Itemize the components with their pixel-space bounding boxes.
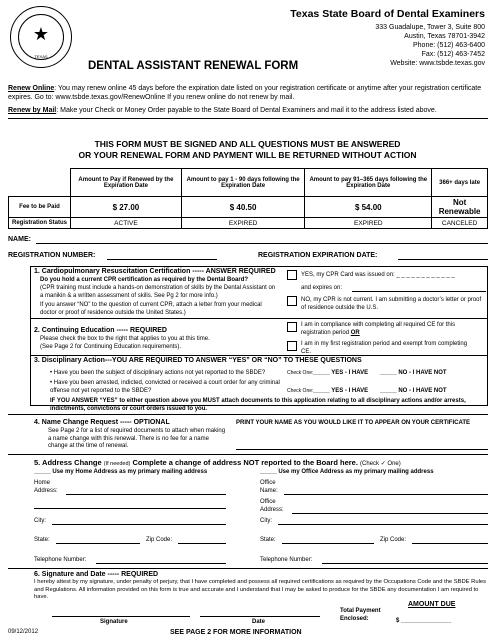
fee-header: Amount to Pay if Renewed by the Expiration Date: [71, 169, 182, 197]
address-instruction: Complete a change of address NOT reported to the Board here.: [132, 458, 358, 467]
renew-mail-body: : Make your Check or Money Order payable to the State Board of Dental Examiners and mail it to the address listed above.: [56, 107, 437, 114]
divider: [8, 454, 488, 455]
status-value: CANCELED: [432, 218, 488, 229]
status-value: EXPIRED: [305, 218, 432, 229]
office-city-label: City:: [260, 518, 272, 524]
home-state-label: State:: [34, 537, 50, 543]
address-check: (Check ✓ One): [360, 461, 401, 467]
renew-mail-label: Renew by Mail: [8, 107, 57, 114]
address-heading: [34, 458, 401, 467]
ce-exempt-label: I am in my first registration period and exempt from completing CE.: [301, 341, 468, 355]
signature-label: Signature: [100, 619, 128, 625]
cpr-expires-label: and expires on:: [301, 285, 343, 291]
office-zip-field[interactable]: [412, 543, 488, 544]
office-zip-label: Zip Code:: [380, 537, 407, 543]
office-address-field[interactable]: [292, 513, 488, 514]
divider: [30, 355, 488, 356]
divider: [8, 568, 488, 569]
ce-or: OR: [350, 329, 360, 336]
form-date: 09/12/2012: [8, 629, 39, 635]
table-corner: [9, 169, 71, 197]
disc-q1-no[interactable]: _____ NO - I HAVE NOT: [380, 370, 447, 376]
divider: [8, 118, 488, 119]
reg-number-label: REGISTRATION NUMBER:: [8, 252, 96, 259]
home-zip-label: Zip Code:: [146, 537, 173, 543]
fee-table: [8, 168, 488, 229]
ce-heading: 2. Continuing Education ----- REQUIRED: [34, 327, 167, 334]
office-phone-label: Telephone Number:: [260, 557, 313, 563]
divider: [30, 318, 488, 319]
home-address-field[interactable]: [66, 494, 226, 495]
fee-value: $ 40.50: [181, 197, 305, 218]
ce-compliance-label: [301, 322, 476, 337]
address-if-needed: (If needed): [103, 461, 131, 467]
print-name-label: PRINT YOUR NAME AS YOU WOULD LIKE IT TO APPEAR ON YOUR CERTIFICATE: [236, 420, 471, 426]
total-payment-field[interactable]: $ _______________: [396, 618, 452, 624]
address-heading-title: 5. Address Change: [34, 458, 102, 467]
cpr-note-no: If you answer “NO” to the question of current CPR, attach a letter from your medical doctor or proof of residence outside the United States.): [40, 302, 262, 316]
star-icon: ★: [32, 24, 50, 44]
name-change-note: See Page 2 for a list of required documents to attach when making a name change with this renewal. There is no fee for a name change at the time of renewal.: [48, 428, 226, 449]
cpr-question: Do you hold a current CPR certification as required by the Dental Board?: [40, 277, 249, 283]
fee-value: Not Renewable: [432, 197, 488, 218]
office-primary-option[interactable]: _____ Use my Office Address as my primary mailing address: [260, 469, 434, 475]
reg-number-field[interactable]: [107, 259, 217, 260]
seal-text: TEXAS: [34, 54, 48, 59]
name-change-heading: 4. Name Change Request ----- OPTIONAL: [34, 419, 170, 426]
office-label: Office: [260, 480, 276, 486]
print-name-field[interactable]: [236, 449, 488, 450]
date-field[interactable]: [200, 616, 320, 617]
address-line: Fax: (512) 463-7452: [421, 51, 485, 58]
office-label: Office: [260, 499, 276, 505]
renew-online-body: : You may renew online 45 days before the expiration date listed on your registration certificate or anytime after your registration certificate expires. Go to: www.tsbde.texas.gov/RenewOnline If you renew online do not renew by mail.: [8, 85, 482, 101]
fee-header: Amount to pay 91–365 days following the Expiration Date: [305, 169, 432, 197]
home-phone-label: Telephone Number:: [34, 557, 87, 563]
reg-exp-field[interactable]: [398, 259, 488, 260]
address-line: Phone: (512) 463-6400: [413, 42, 485, 49]
home-city-label: City:: [34, 518, 46, 524]
fee-label: Fee to be Paid: [9, 197, 71, 218]
home-address-field-2[interactable]: [34, 508, 226, 509]
home-state-field[interactable]: [56, 543, 140, 544]
office-address-label: Address:: [260, 507, 284, 513]
fee-header: Amount to pay 1 - 90 days following the Expiration Date: [181, 169, 305, 197]
board-seal: [10, 6, 72, 68]
fee-header: 366+ days late: [432, 169, 488, 197]
office-phone-field[interactable]: [322, 563, 488, 564]
office-name-field[interactable]: [284, 494, 488, 495]
ce-note: Please check the box to the right that applies to you at this time.: [40, 336, 210, 342]
home-phone-field[interactable]: [96, 563, 226, 564]
renew-online-text: [8, 84, 488, 102]
renew-mail-text: [8, 106, 488, 115]
address-line: Austin, Texas 78701-3942: [404, 33, 485, 40]
cpr-note: (CPR training must include a hands-on demonstration of skills by the Dental Assistant on a manikin & a written assessment of skills. See Pg 2 for more info.): [40, 285, 276, 299]
office-name-label: Name:: [260, 488, 278, 494]
disc-q2-no[interactable]: _____ NO - I HAVE NOT: [380, 388, 447, 394]
disc-heading: 3. Disciplinary Action---YOU ARE REQUIRED TO ANSWER “YES” OR “NO” TO THESE QUESTIONS: [34, 357, 362, 364]
status-value: ACTIVE: [71, 218, 182, 229]
disc-question-2: • Have you been arrested, indicted, convicted or received a court order for any criminal offense not yet reported to the SBDE?: [50, 380, 280, 394]
board-name: Texas State Board of Dental Examiners: [290, 8, 485, 20]
see-page-2: SEE PAGE 2 FOR MORE INFORMATION: [170, 629, 302, 636]
cpr-heading: 1. Cardiopulmonary Resuscitation Certification ----- ANSWER REQUIRED: [34, 268, 276, 275]
cpr-no-checkbox[interactable]: [287, 296, 297, 306]
renew-online-label: Renew Online: [8, 85, 55, 92]
home-zip-field[interactable]: [178, 543, 226, 544]
address-line: 333 Guadalupe, Tower 3, Suite 800: [375, 24, 485, 31]
disc-q2-yes[interactable]: _____ YES - I HAVE: [313, 388, 369, 394]
ce-exempt-checkbox[interactable]: [287, 341, 297, 351]
disc-q1-yes[interactable]: _____ YES - I HAVE: [313, 370, 369, 376]
disc-attach-note: IF YOU ANSWER “YES” to either question above you MUST attach documents to this application relating to all disciplinary actions and/or arrests, indictments, convictions or court orders issued to you.: [50, 398, 466, 412]
amount-due-label: AMOUNT DUE: [408, 601, 456, 608]
office-state-field[interactable]: [282, 543, 374, 544]
fee-value: $ 27.00: [71, 197, 182, 218]
home-label: Home: [34, 480, 51, 486]
home-primary-option[interactable]: _____ Use my Home Address as my primary mailing address: [34, 469, 208, 475]
name-label: NAME:: [8, 236, 31, 243]
warning-line: THIS FORM MUST BE SIGNED AND ALL QUESTIONS MUST BE ANSWERED: [94, 139, 401, 149]
check-one-label: Check One:: [287, 370, 314, 376]
cpr-expires-field[interactable]: [352, 291, 486, 292]
ce-compliance-checkbox[interactable]: [287, 322, 297, 332]
disc-question-1: • Have you been the subject of disciplinary actions not yet reported to the SBDE?: [50, 370, 266, 376]
status-value: EXPIRED: [181, 218, 305, 229]
ce-opt1-text: I am in compliance with completing all required CE for this registration period: [301, 322, 456, 336]
cpr-no-label: NO, my CPR is not current. I am submitting a doctor’s letter or proof of residence outside the U.S.: [301, 297, 482, 311]
home-address-label: Address:: [34, 488, 58, 494]
signature-heading: 6. Signature and Date ----- REQUIRED: [34, 571, 159, 578]
attestation-text: I hereby attest by my signature, under penalty of perjury, that I have completed and possess all required certifications as required by the Occupations Code and the SBDE Rules and Regulations. All information provided on this form is true and accurate and I understand that I may be asked to produce for the SBDE any documentation I am required to have.: [34, 579, 486, 600]
total-payment-label: Total Payment Enclosed:: [340, 608, 381, 622]
signature-field[interactable]: [52, 616, 190, 617]
name-field[interactable]: [36, 243, 488, 244]
reg-exp-label: REGISTRATION EXPIRATION DATE:: [258, 252, 378, 259]
office-city-field[interactable]: [278, 524, 488, 525]
fee-value: $ 54.00: [305, 197, 432, 218]
status-label: Registration Status: [9, 218, 71, 229]
warning-line: OR YOUR RENEWAL FORM AND PAYMENT WILL BE RETURNED WITHOUT ACTION: [78, 150, 417, 160]
office-state-label: State:: [260, 537, 276, 543]
home-city-field[interactable]: [52, 524, 226, 525]
warning-banner: [0, 139, 495, 161]
check-one-label: Check One:: [287, 388, 314, 394]
board-address: [375, 23, 485, 68]
divider: [8, 414, 488, 415]
date-label: Date: [252, 619, 266, 625]
form-title: DENTAL ASSISTANT RENEWAL FORM: [88, 60, 299, 72]
website-line: Website: www.tsbde.texas.gov: [390, 60, 485, 67]
cpr-yes-checkbox[interactable]: [287, 270, 297, 280]
ce-note-ref: (See Page 2 for Continuing Education requirements).: [40, 344, 182, 350]
cpr-yes-label: YES, my CPR Card was issued on: _ _ _ _ _ _ _ _ _ _ _ _: [301, 272, 455, 278]
